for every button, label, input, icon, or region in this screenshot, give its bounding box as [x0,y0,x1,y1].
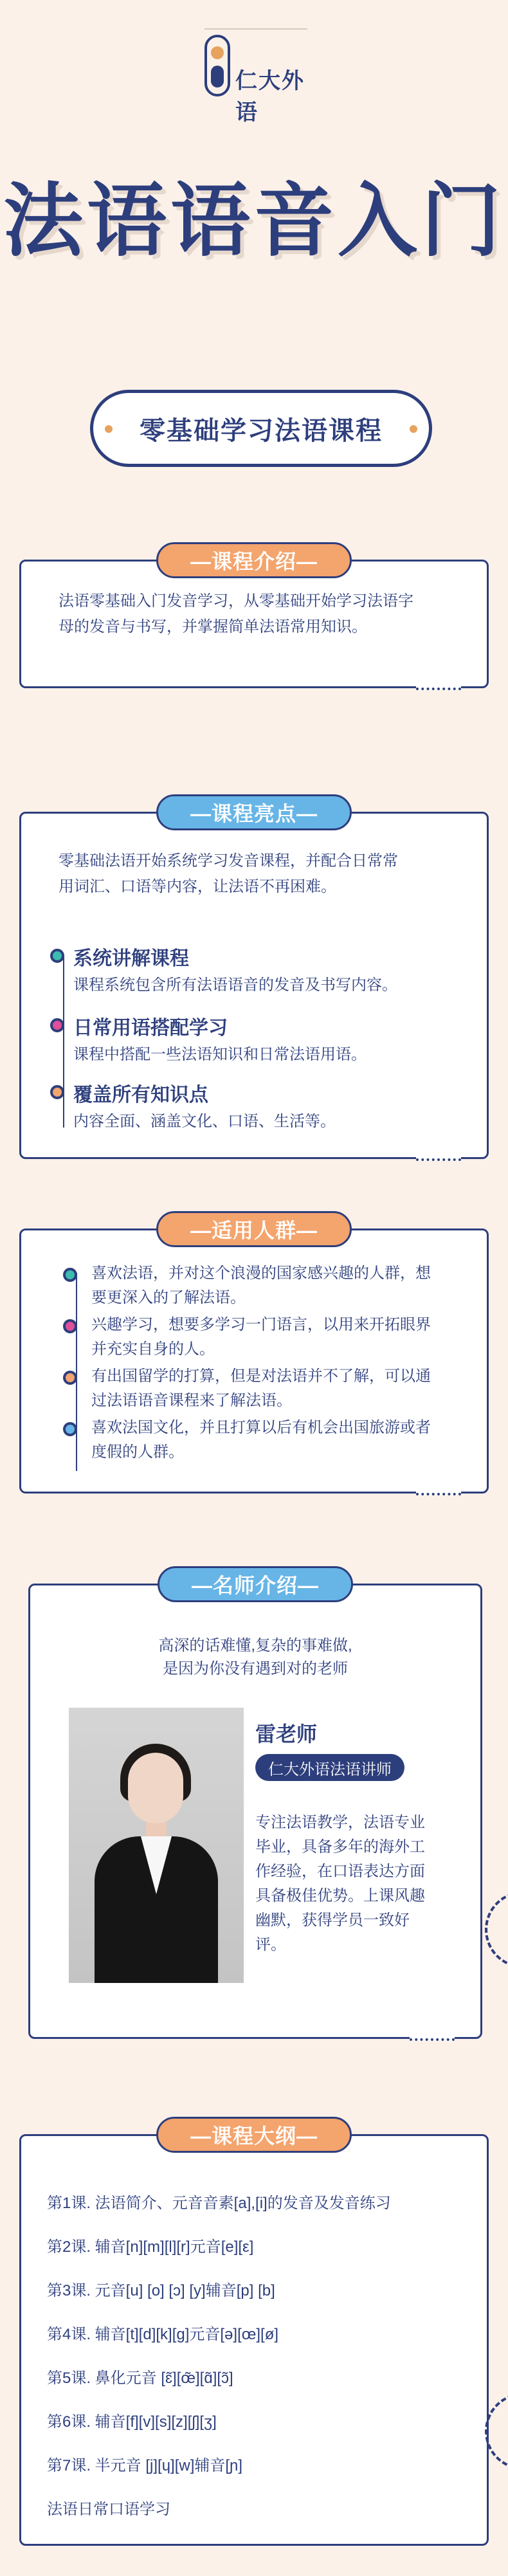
teacher-pill: —名师介绍— [158,1566,353,1602]
audience-line: 过法语语音课程来了解法语。 [91,1392,292,1409]
outline-row: 第1课. 法语简介、元音音素[a],[i]的发音及发音练习 [47,2195,391,2212]
brand-logo [204,28,307,125]
timeline-dot [50,1085,64,1099]
audience-line: 喜欢法语，并对这个浪漫的国家感兴趣的人群，想 [91,1265,431,1282]
highlight-title: 覆盖所有知识点 [73,1084,208,1106]
timeline-dot [63,1422,77,1436]
audience-line: 兴趣学习，想要多学习一门语言，以用来开拓眼界 [91,1316,431,1333]
outline-row: 法语日常口语学习 [47,2501,170,2518]
highlight-item [57,1012,367,1067]
dots-decoration [416,684,461,690]
quote-line: 高深的话难懂,复杂的事难做, [158,1637,352,1654]
highlights-card [19,802,489,1159]
audience-item [69,1261,431,1310]
teacher-card [28,1574,482,2039]
timeline-dot [63,1319,77,1333]
outline-row: 第6课. 辅音[f][v][s][z][ʃ][ʒ] [47,2413,217,2431]
teacher-quote [30,1634,480,1681]
intro-line: 母的发音与书写，并掌握简单法语常用知识。 [59,618,367,635]
dots-decoration [410,2034,455,2041]
highlights-pill: —课程亮点— [156,794,352,830]
subtitle-text: 零基础学习法语课程 [140,416,383,445]
highlight-title: 系统讲解课程 [73,948,189,969]
outline-row: 第5课. 鼻化元音 [ɛ̃][œ̃][ɑ̃][ɔ̃] [47,2370,233,2387]
page-title: 法语语音入门 [3,177,505,266]
logo-icon [204,35,230,96]
audience-item [69,1313,431,1362]
audience-card [19,1219,489,1494]
highlights-text [59,848,398,900]
logo-divider [204,28,307,30]
outline-row: 第3课. 元音[u] [o] [ɔ] [y]辅音[p] [b] [47,2282,275,2299]
teacher-photo [69,1708,244,1983]
audience-line: 度假的人群。 [91,1443,184,1461]
highlight-item [57,1079,336,1134]
highlight-text: 课程中搭配一些法语知识和日常法语用语。 [73,1046,367,1063]
audience-line: 要更深入的了解法语。 [91,1289,246,1306]
audience-line: 有出国留学的打算，但是对法语并不了解，可以通 [91,1367,431,1385]
highlight-title: 日常用语搭配学习 [73,1018,228,1039]
bio-line: 幽默，获得学员一致好 [255,1912,410,1929]
outline-card [19,2124,489,2546]
outline-row: 第4课. 辅音[t][d][k][g]元音[ə][œ][ø] [47,2326,279,2343]
bio-line: 评。 [255,1936,286,1953]
outline-row: 第7课. 半元音 [j][ɥ][w]辅音[ɲ] [47,2457,243,2474]
dots-decoration [416,1155,461,1161]
audience-line: 喜欢法国文化，并且打算以后有机会出国旅游或者 [91,1419,431,1436]
teacher-bio [255,1811,425,1957]
timeline-dot [63,1268,77,1282]
subtitle-banner [90,390,432,467]
highlight-item [57,942,397,998]
photo-face [128,1753,183,1823]
quote-line: 是因为你没有遇到对的老师 [163,1660,348,1677]
highlights-line: 用词汇、口语等内容，让法语不再困难。 [59,878,336,895]
outline-pill: —课程大纲— [156,2117,352,2153]
audience-line: 并充实自身的人。 [91,1340,215,1358]
bio-line: 专注法语教学，法语专业 [255,1814,425,1831]
timeline-dot [50,1018,64,1032]
timeline-dot [63,1371,77,1385]
audience-pill: —适用人群— [156,1211,352,1247]
brand-name: 仁大外语 [235,69,305,125]
intro-line: 法语零基础入门发音学习，从零基础开始学习法语字 [59,592,413,610]
highlight-text: 内容全面、涵盖文化、口语、生活等。 [73,1113,336,1130]
intro-card [19,550,489,688]
intro-text [59,589,413,640]
teacher-badge: 仁大外语法语讲师 [255,1754,404,1781]
arc-decoration [485,1891,508,1968]
teacher-name: 雷老师 [255,1722,318,1746]
timeline-dot [50,949,64,963]
dots-decoration [416,1489,461,1495]
highlight-text: 课程系统包含所有法语语音的发音及书写内容。 [73,976,397,994]
audience-item [69,1364,431,1413]
highlights-line: 零基础法语开始系统学习发音课程，并配合日常常 [59,852,398,870]
bio-line: 作经验，在口语表达方面 [255,1863,425,1880]
intro-pill: —课程介绍— [156,542,352,578]
bio-line: 具备极佳优势。上课风趣 [255,1887,425,1905]
bio-line: 毕业，具备多年的海外工 [255,1838,425,1856]
audience-item [69,1416,431,1465]
outline-row: 第2课. 辅音[n][m][l][r]元音[e][ε] [47,2238,254,2256]
